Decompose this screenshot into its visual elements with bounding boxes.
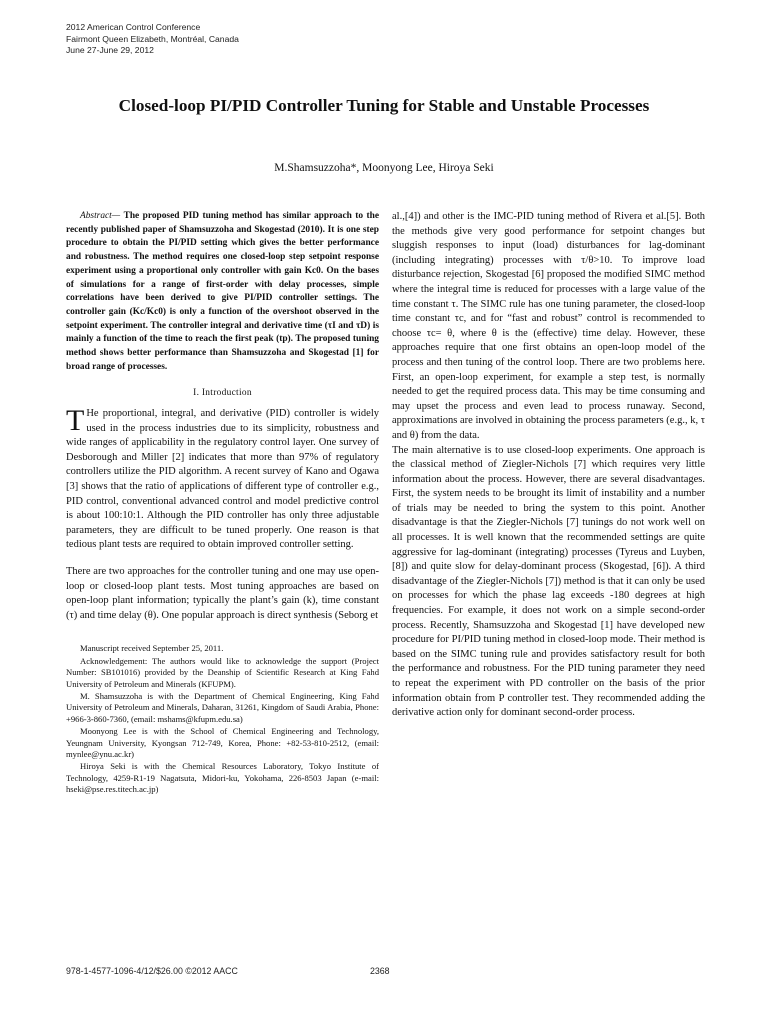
conference-dates: June 27-June 29, 2012: [66, 45, 154, 55]
footnote-acknowledgement: Acknowledgement: The authors would like to acknowledge the support (Project Number: SB101016) provided by the Deanship of Scientific Research at King Fahd University of Petroleum and Minerals (KFUPM).: [66, 655, 379, 689]
abstract-dash: —: [111, 211, 124, 221]
paper-title: Closed-loop PI/PID Controller Tuning for Stable and Unstable Processes: [118, 96, 650, 115]
footnotes: [66, 643, 379, 795]
left-column: [66, 210, 379, 797]
conference-name: 2012 American Control Conference: [66, 22, 201, 32]
footnote-author-3: Hiroya Seki is with the Chemical Resources Laboratory, Tokyo Institute of Technology, 4259-R1-19 Nagatsuta, Midori-ku, Yokohama, 226-8503 Japan (e-mail: hseki@pse.res.titech.ac.jp): [66, 761, 379, 795]
intro-paragraph-2: There are two approaches for the controller tuning and one may use open-loop or closed-loop plant tests. Most tuning approaches are based on open-loop plant information; typically the plant’s gain (k), time constant (τ) and time delay (θ). One popular approach is direct synthesis (Seborg et: [66, 565, 379, 621]
footnote-author-2: Moonyong Lee is with the School of Chemical Engineering and Technology, Yeungnam University, Kyongsan 712-749, Korea, Phone: +82-53-810-2512, (email: mynlee@ynu.ac.kr): [66, 726, 379, 759]
drop-cap: T: [66, 404, 85, 438]
conference-info: [66, 22, 239, 57]
page-number: 2368: [370, 966, 390, 976]
author-list: M.Shamsuzzoha*, Moonyong Lee, Hiroya Seki: [274, 162, 494, 174]
section-heading-introduction: I. Introduction: [193, 388, 252, 399]
right-paragraph-2: The main alternative is to use closed-loop experiments. One approach is the classical method of Ziegler-Nichols [7] which requires very little information about the process. However, there are several disadvantages. First, the system needs to be brought its limit of instability and a number of trials may be needed to bring the system to this point. Another disadvantage is that the Ziegler-Nichols [7] tunings do not work well on all processes. It is well known that the recommended settings are quite aggressive for lag-dominant (integrating) processes (Tyreus and Luyben,[8]) and quite slow for delay-dominant process (Skogestad, [6]). A third disadvantage of the Ziegler-Nichols [7]) method is that it can only be used on processes for which the phase lag exceeds -180 degrees at high frequencies. For example, it does not work on a simple second-order process. Recently, Shamsuzzoha and Skogestad [1] have developed new procedure for PI/PID tuning method in closed-loop mode. Their method is based on the SIMC tuning rule and provides satisfactory result for both the performance and robustness. For the PID tuning parameter they need to repeat the experiment with PD controller on the basis of the prior information obtain from P controller test. They recommended adding the derivative action only for dominant second-order process.: [392, 444, 705, 719]
right-paragraph-1: al.,[4]) and other is the IMC-PID tuning method of Rivera et al.[5]. Both the methods give very good performance for setpoint changes but sluggish responses to input (load) disturbances for lag-dominant (including integrating) processes with τ/θ>10. To improve load disturbance rejection, Skogestad [6] proposed the modified SIMC method where the integral time is reduced for processes with a large value of the time constant τ. The SIMC rule has one tuning parameter, the closed-loop time constant τc, and for “fast and robust” control is recommended to choose τc= θ, where θ is the (effective) time delay. However, these approaches require that one first obtains an open-loop model of the process and then tuning of the control loop. There are two problems here. First, an open-loop experiment, for example a step test, is normally needed to get the required process data. This may be time consuming and may upset the process and even lead to process runaway. Second, approximations are involved in obtaining the process parameters (e.g., k, τ and θ) from the data.: [392, 211, 705, 441]
abstract-text: The proposed PID tuning method has similar approach to the recently published paper of Shamsuzzoha and Skogestad (2010). It is one step procedure to obtain the PI/PID setting which gives the better performance and robustness. The method requires one closed-loop step setpoint response experiment using a proportional only controller with gain Kc0. On the bases of simulations for a range of first-order with delay processes, simple correlations have been derived to give PI/PID controller settings. The controller gain (Kc/Kc0) is only a function of the overshoot observed in the setpoint experiment. The controller integral and derivative time (τI and τD) is mainly a function of the time to reach the first peak (tp). The proposed tuning method shows better performance than Shamsuzzoha and Skogestad [1] for broad range of processes.: [66, 211, 379, 372]
footer-isbn: 978-1-4577-1096-4/12/$26.00 ©2012 AACC: [66, 966, 238, 976]
footnote-manuscript: Manuscript received September 25, 2011.: [80, 643, 224, 654]
abstract-label: Abstract: [80, 211, 112, 221]
conference-venue: Fairmont Queen Elizabeth, Montréal, Canada: [66, 33, 239, 44]
right-column: [392, 210, 705, 721]
footnote-author-1: M. Shamsuzzoha is with the Department of Chemical Engineering, King Fahd University of Petroleum and Minerals, Daharan, 31261, Kingdom of Saudi Arabia, Phone: +966-3-860-7360, (email: mshams@kfupm.edu.sa): [66, 690, 379, 724]
intro-paragraph-1: [66, 404, 379, 553]
abstract: [66, 210, 379, 374]
intro-paragraph-1-text: He proportional, integral, and derivative (PID) controller is widely used in the process industries due to its simplicity, robustness and wide ranges of applicability in the regulatory control layer. One survey of Desborough and Miller [2] indicates that more than 97% of regulatory controllers utilize the PID algorithm. A recent survey of Kano and Ogawa [3] shows that the ratio of applications of different type of controller e.g., PID control, conventional advanced control and model predictive control is about 100:10:1. Although the PID controller has only three adjustable parameters, they are difficult to be tuned properly. One reason is that tedious plant tests are required to obtain improved controller setting.: [66, 408, 379, 551]
